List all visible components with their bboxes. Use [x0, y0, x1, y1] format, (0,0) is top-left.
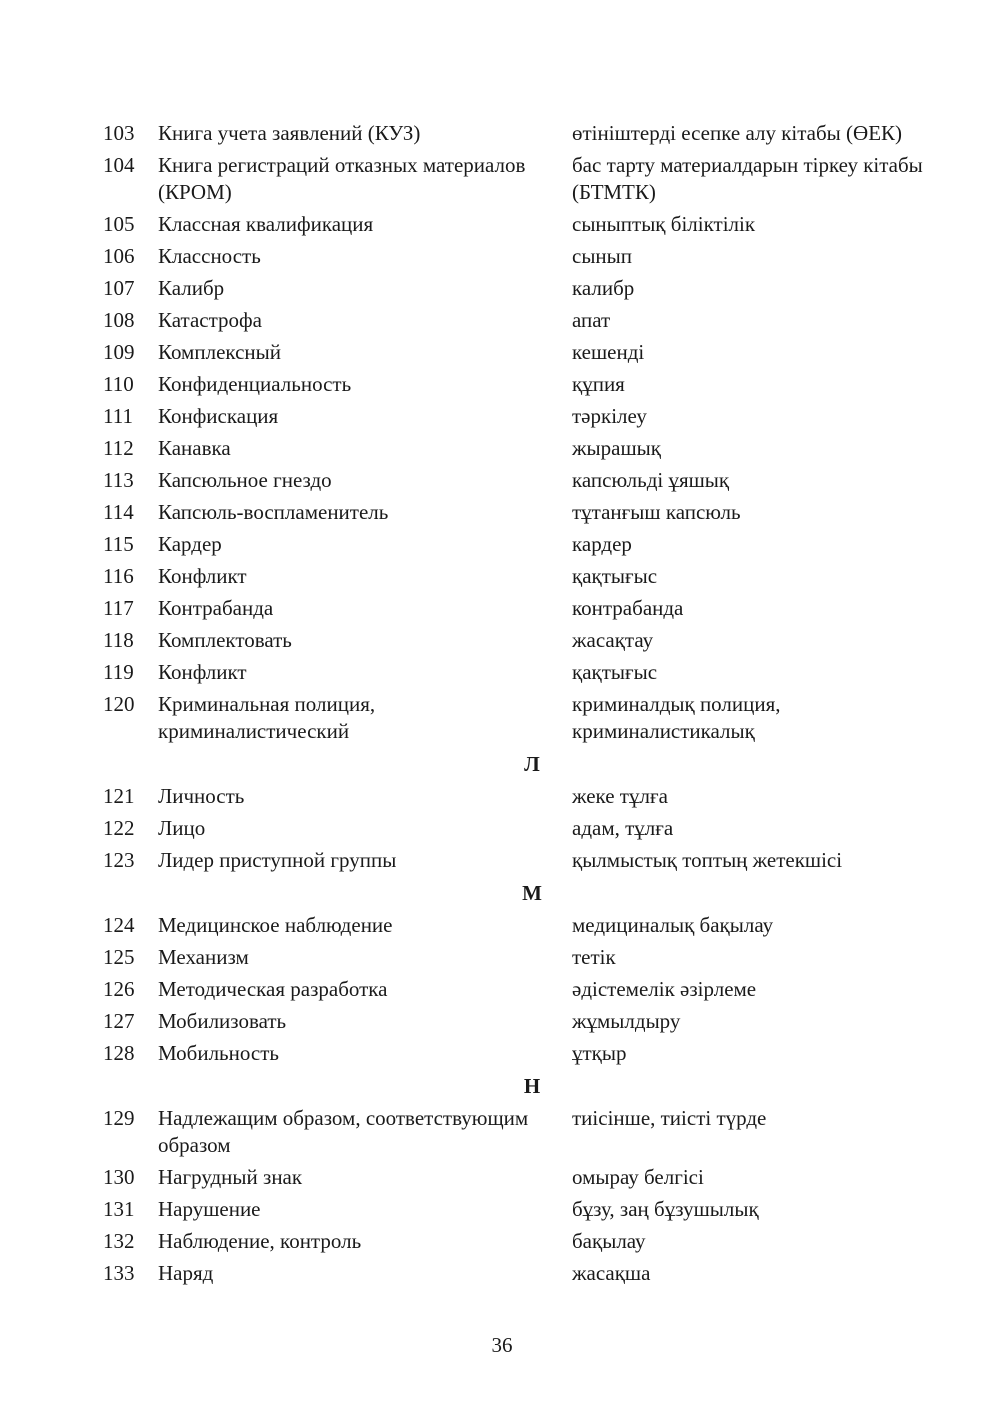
glossary-row [0, 1038, 1004, 1070]
term-number: 113 [103, 468, 134, 492]
glossary-row [0, 781, 1004, 813]
glossary-row [0, 1226, 1004, 1258]
russian-term: Книга учета заявлений (КУЗ) [158, 121, 421, 145]
glossary-row [0, 1103, 1004, 1162]
russian-term: Лицо [158, 816, 206, 840]
term-number: 103 [103, 121, 135, 145]
term-number: 120 [103, 692, 135, 716]
glossary-row [0, 497, 1004, 529]
kazakh-term: бұзу, заң бұзушылық [572, 1197, 759, 1221]
russian-term: Методическая разработка [158, 977, 388, 1001]
kazakh-term: медициналық бақылау [572, 913, 774, 937]
glossary-row [0, 1162, 1004, 1194]
term-number: 125 [103, 945, 135, 969]
glossary-row [0, 625, 1004, 657]
glossary-row [0, 561, 1004, 593]
term-number: 111 [103, 404, 133, 428]
kazakh-term: жасақтау [572, 628, 654, 652]
russian-term: Канавка [158, 436, 231, 460]
glossary-row [0, 657, 1004, 689]
page-number: 36 [491, 1333, 513, 1357]
glossary-row [0, 845, 1004, 877]
kazakh-term: жұмылдыру [572, 1009, 681, 1033]
kazakh-term: омырау белгісі [572, 1165, 704, 1189]
section-letter: Н [523, 1074, 541, 1098]
russian-term: Комплектовать [158, 628, 292, 652]
term-number: 119 [103, 660, 134, 684]
glossary-row [0, 241, 1004, 273]
glossary-row [0, 974, 1004, 1006]
section-letter: М [522, 881, 542, 905]
glossary-row [0, 337, 1004, 369]
glossary-row [0, 209, 1004, 241]
glossary-row [0, 401, 1004, 433]
russian-term: Механизм [158, 945, 249, 969]
russian-term: Капсюль-воспламенитель [158, 500, 389, 524]
kazakh-term: кардер [572, 532, 632, 556]
russian-term: Конфиденциальность [158, 372, 352, 396]
kazakh-term: криминалдық полиция, криминалистикалық [572, 692, 781, 743]
russian-term: Мобилизовать [158, 1009, 287, 1033]
glossary-row [0, 1006, 1004, 1038]
kazakh-term: жырашық [572, 436, 661, 460]
kazakh-term: кешенді [572, 340, 645, 364]
term-number: 108 [103, 308, 135, 332]
russian-term: Медицинское наблюдение [158, 913, 393, 937]
term-number: 130 [103, 1165, 135, 1189]
glossary-row [0, 1194, 1004, 1226]
glossary-row [0, 813, 1004, 845]
glossary-row [0, 369, 1004, 401]
glossary-row [0, 465, 1004, 497]
glossary-row [0, 593, 1004, 625]
term-number: 104 [103, 153, 135, 177]
glossary-row [0, 910, 1004, 942]
kazakh-term: апат [572, 308, 611, 332]
glossary-row [0, 118, 1004, 150]
kazakh-term: бақылау [572, 1229, 646, 1253]
kazakh-term: тиісінше, тиісті түрде [572, 1106, 767, 1130]
kazakh-term: жеке тұлға [572, 784, 668, 808]
russian-term: Конфликт [158, 660, 247, 684]
kazakh-term: қақтығыс [572, 660, 658, 684]
russian-term: Нагрудный знак [158, 1165, 303, 1189]
term-number: 117 [103, 596, 134, 620]
term-number: 114 [103, 500, 134, 524]
term-number: 109 [103, 340, 135, 364]
russian-term: Калибр [158, 276, 225, 300]
kazakh-term: бас тарту материалдарын тіркеу кітабы (БТМТК) [572, 153, 923, 204]
russian-term: Наряд [158, 1261, 214, 1285]
kazakh-term: калибр [572, 276, 635, 300]
term-number: 110 [103, 372, 134, 396]
term-number: 121 [103, 784, 135, 808]
kazakh-term: адам, тұлға [572, 816, 674, 840]
kazakh-term: жасақша [572, 1261, 651, 1285]
kazakh-term: капсюльді ұяшық [572, 468, 730, 492]
russian-term: Конфискация [158, 404, 279, 428]
term-number: 123 [103, 848, 135, 872]
russian-term: Классная квалификация [158, 212, 374, 236]
kazakh-term: тетік [572, 945, 616, 969]
kazakh-term: құпия [572, 372, 625, 396]
glossary-row [0, 529, 1004, 561]
glossary-row [0, 273, 1004, 305]
section-letter: Л [524, 752, 540, 776]
term-number: 107 [103, 276, 135, 300]
kazakh-term: қылмыстық топтың жетекшісі [572, 848, 843, 872]
term-number: 132 [103, 1229, 135, 1253]
term-number: 116 [103, 564, 134, 588]
term-number: 105 [103, 212, 135, 236]
kazakh-term: ұтқыр [572, 1041, 627, 1065]
russian-term: Наблюдение, контроль [158, 1229, 362, 1253]
russian-term: Кардер [158, 532, 222, 556]
term-number: 122 [103, 816, 135, 840]
russian-term: Криминальная полиция, криминалистический [158, 692, 376, 743]
glossary-row [0, 1258, 1004, 1290]
russian-term: Книга регистраций отказных материалов (КРОМ) [158, 153, 526, 204]
term-number: 129 [103, 1106, 135, 1130]
russian-term: Комплексный [158, 340, 281, 364]
term-number: 115 [103, 532, 134, 556]
russian-term: Конфликт [158, 564, 247, 588]
russian-term: Надлежащим образом, соответствующим образом [158, 1106, 529, 1157]
glossary-row [0, 942, 1004, 974]
glossary-row [0, 150, 1004, 209]
russian-term: Классность [158, 244, 261, 268]
glossary-row [0, 305, 1004, 337]
kazakh-term: сыныптық біліктілік [572, 212, 756, 236]
glossary-row [0, 433, 1004, 465]
kazakh-term: өтініштерді есепке алу кітабы (ӨЕК) [572, 121, 903, 145]
russian-term: Мобильность [158, 1041, 279, 1065]
russian-term: Нарушение [158, 1197, 261, 1221]
russian-term: Капсюльное гнездо [158, 468, 332, 492]
kazakh-term: әдістемелік әзірлеме [572, 977, 757, 1001]
term-number: 133 [103, 1261, 135, 1285]
term-number: 127 [103, 1009, 135, 1033]
kazakh-term: контрабанда [572, 596, 684, 620]
term-number: 106 [103, 244, 135, 268]
russian-term: Личность [158, 784, 245, 808]
glossary-row [0, 689, 1004, 748]
term-number: 118 [103, 628, 134, 652]
kazakh-term: сынып [572, 244, 633, 268]
term-number: 124 [103, 913, 135, 937]
russian-term: Лидер приступной группы [158, 848, 397, 872]
term-number: 126 [103, 977, 135, 1001]
term-number: 112 [103, 436, 134, 460]
kazakh-term: қақтығыс [572, 564, 658, 588]
russian-term: Контрабанда [158, 596, 274, 620]
kazakh-term: тұтанғыш капсюль [572, 500, 741, 524]
term-number: 128 [103, 1041, 135, 1065]
kazakh-term: тәркілеу [572, 404, 647, 428]
glossary-table [0, 118, 1004, 1290]
russian-term: Катастрофа [158, 308, 262, 332]
term-number: 131 [103, 1197, 135, 1221]
